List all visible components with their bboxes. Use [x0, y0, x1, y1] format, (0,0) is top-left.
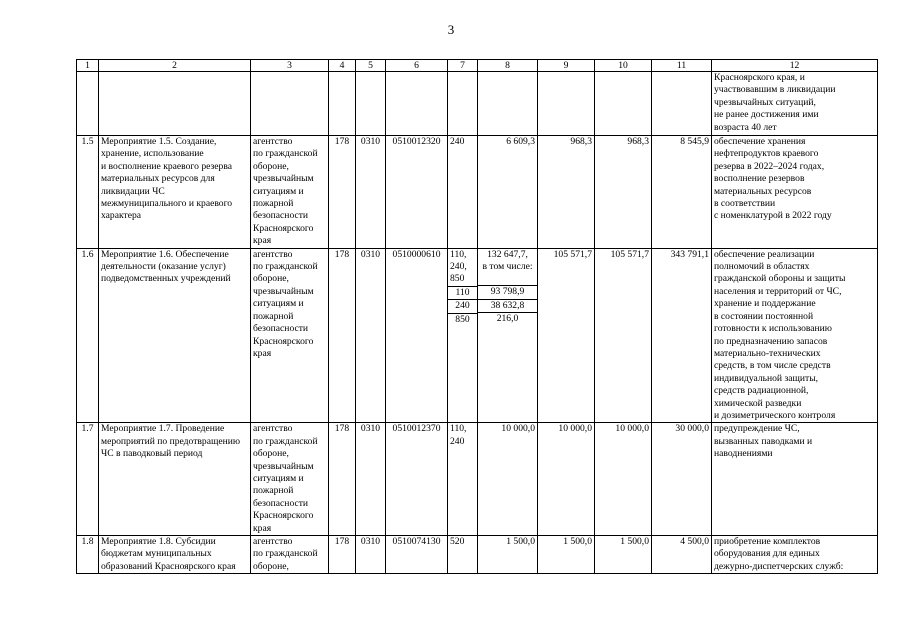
cell-total: 4 500,0: [652, 536, 712, 574]
sub-code: 240: [448, 299, 477, 312]
header-cell: 10: [595, 60, 652, 72]
measure-name: Мероприятие 1.6. Обеспечение деятельности (оказание услуг) подведомственных учреждений: [99, 248, 251, 423]
measures-table: [76, 59, 878, 574]
agency: агентство по гражданской обороне, чрезвычайным ситуациям и пожарной безопасности Красноярского края: [251, 136, 329, 249]
cell-grbs: 178: [329, 248, 356, 423]
cell-total: 343 791,1: [652, 248, 712, 423]
page-number: 3: [447, 22, 455, 37]
sub-value: 38 632,8: [478, 299, 537, 312]
cell-year-2: [538, 72, 595, 136]
expected-result: обеспечение хранения нефтепродуктов краевого резерва в 2022–2024 годах, восполнение резервов материальных ресурсов в соответствии с номенклатурой в 2022 году: [712, 136, 878, 249]
cell-section: 0310: [356, 248, 386, 423]
cell-expense-type: [448, 72, 478, 136]
header-cell: 12: [712, 60, 878, 72]
sub-value: 93 798,9: [478, 285, 537, 298]
cell-year-3: 1 500,0: [595, 536, 652, 574]
sub-value: 216,0: [478, 312, 537, 325]
expense-type-codes: 110, 240, 850: [450, 248, 467, 285]
cell-grbs: 178: [329, 423, 356, 536]
expected-result: Красноярского края, и участвовавшим в ликвидации чрезвычайных ситуаций, не ранее достижения ими возраста 40 лет: [712, 72, 878, 136]
cell-grbs: 178: [329, 536, 356, 574]
cell-section: 0310: [356, 136, 386, 249]
cell-total: 8 545,9: [652, 136, 712, 249]
header-cell: 5: [356, 60, 386, 72]
cell-year-1: 6 609,3: [478, 136, 538, 249]
agency: [251, 72, 329, 136]
cell-expense-type: 110, 240: [448, 423, 478, 536]
cell-year-3: 10 000,0: [595, 423, 652, 536]
header-cell: 11: [652, 60, 712, 72]
cell-section: 0310: [356, 423, 386, 536]
cell-year-1: [478, 72, 538, 136]
expected-result: предупреждение ЧС, вызванных паводками и наводнениями: [712, 423, 878, 536]
measure-name: Мероприятие 1.7. Проведение мероприятий по предотвращению ЧС в паводковый период: [99, 423, 251, 536]
measure-name: [99, 72, 251, 136]
agency: агентство по гражданской обороне,: [251, 536, 329, 574]
header-cell: 8: [478, 60, 538, 72]
header-cell: 9: [538, 60, 595, 72]
cell-year-2: 105 571,7: [538, 248, 595, 423]
agency: агентство по гражданской обороне, чрезвычайным ситуациям и пожарной безопасности Красноярского края: [251, 248, 329, 423]
cell-target-article: 0510000610: [386, 248, 448, 423]
cell-target-article: 0510012370: [386, 423, 448, 536]
header-cell: 3: [251, 60, 329, 72]
cell-expense-type: 520: [448, 536, 478, 574]
cell-total: [652, 72, 712, 136]
cell-target-article: [386, 72, 448, 136]
header-cell: 7: [448, 60, 478, 72]
cell-expense-type: 240: [448, 136, 478, 249]
measure-name: Мероприятие 1.5. Создание, хранение, использование и восполнение краевого резерва материальных ресурсов для ликвидации ЧС межмуниципального и краевого характера: [99, 136, 251, 249]
header-cell: 6: [386, 60, 448, 72]
header-cell: 1: [77, 60, 99, 72]
year-1-total: 132 647,7, в том числе:: [482, 248, 533, 273]
row-number: 1.6: [77, 248, 99, 423]
cell-year-2: 1 500,0: [538, 536, 595, 574]
cell-year-1: 1 500,0: [478, 536, 538, 574]
cell-grbs: 178: [329, 136, 356, 249]
table-row: [77, 72, 878, 136]
cell-target-article: 0510012320: [386, 136, 448, 249]
sub-code: 850: [448, 313, 477, 326]
header-cell: 4: [329, 60, 356, 72]
header-row: [77, 60, 878, 72]
sub-code: 110: [448, 286, 477, 299]
cell-year-2: 968,3: [538, 136, 595, 249]
cell-section: [356, 72, 386, 136]
cell-year-2: 10 000,0: [538, 423, 595, 536]
cell-expense-type: [448, 248, 478, 423]
measure-name: Мероприятие 1.8. Субсидии бюджетам муниципальных образований Красноярского края: [99, 536, 251, 574]
cell-year-1: [478, 248, 538, 423]
cell-section: 0310: [356, 536, 386, 574]
row-number: 1.5: [77, 136, 99, 249]
table-row: [77, 536, 878, 574]
table-row: [77, 136, 878, 249]
header-cell: 2: [99, 60, 251, 72]
table-row: [77, 423, 878, 536]
agency: агентство по гражданской обороне, чрезвычайным ситуациям и пожарной безопасности Красноярского края: [251, 423, 329, 536]
row-number: 1.7: [77, 423, 99, 536]
cell-year-3: [595, 72, 652, 136]
row-number: 1.8: [77, 536, 99, 574]
cell-year-1: 10 000,0: [478, 423, 538, 536]
expected-result: приобретение комплектов оборудования для единых дежурно-диспетчерских служб:: [712, 536, 878, 574]
cell-year-3: 105 571,7: [595, 248, 652, 423]
cell-total: 30 000,0: [652, 423, 712, 536]
row-number: [77, 72, 99, 136]
table-row: [77, 248, 878, 423]
expected-result: обеспечение реализации полномочий в областях гражданской обороны и защиты населения и территорий от ЧС, хранение и поддержание в состоянии постоянной готовности к использованию по предназначению запасов материально-технических средств, в том числе средств индивидуальной защиты, средств радиационной, химической разведки и дозиметрического контроля: [712, 248, 878, 423]
cell-grbs: [329, 72, 356, 136]
cell-year-3: 968,3: [595, 136, 652, 249]
cell-target-article: 0510074130: [386, 536, 448, 574]
